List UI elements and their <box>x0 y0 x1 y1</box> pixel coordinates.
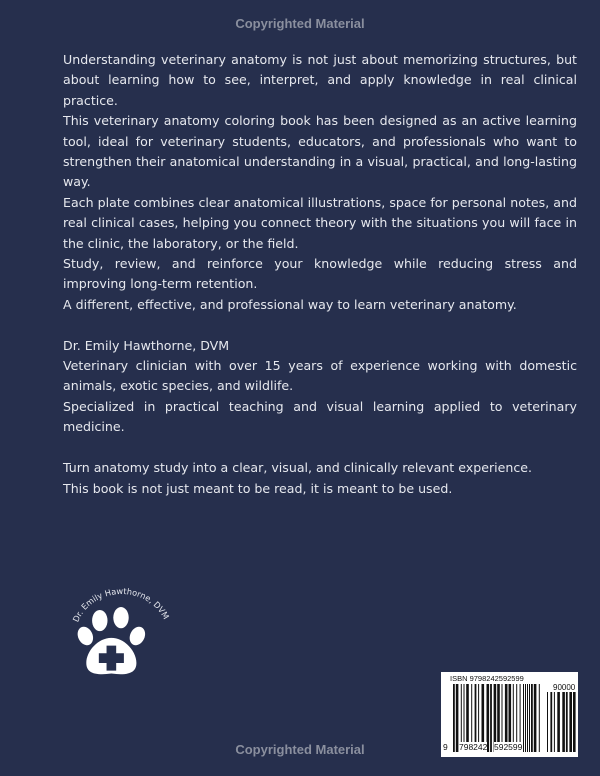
barcode-digits: 592599 <box>494 742 523 752</box>
paragraph: This veterinary anatomy coloring book has been designed as an active learning tool, ideal for veterinary students, educators, and professionals who want to strengthen their anatomical understanding in a visual, practical, and long-lasting way. <box>63 113 577 190</box>
barcode-digits: 798242 <box>459 742 488 752</box>
isbn-label: ISBN 9798242592599 <box>450 674 524 683</box>
author-bio: Veterinary clinician with over 15 years of experience working with domestic animals, exotic species, and wildlife. <box>63 358 577 394</box>
back-cover-text <box>63 50 577 499</box>
paragraph: Each plate combines clear anatomical illustrations, space for personal notes, and real clinical cases, helping you connect theory with the situations you will face in the clinic, the laboratory, or the field. <box>63 194 577 251</box>
barcode-digit: 9 <box>443 742 448 752</box>
paw-cross-icon <box>62 582 180 688</box>
logo-text: Dr. Emily Hawthorne, DVM <box>70 585 172 624</box>
watermark-bottom: Copyrighted Material <box>235 742 365 757</box>
paragraph: Study, review, and reinforce your knowledge while reducing stress and improving long-term retention. <box>63 256 577 292</box>
author-name: Dr. Emily Hawthorne, DVM <box>63 337 230 353</box>
price-code: 90000 <box>553 683 576 692</box>
closing-text: This book is not just meant to be read, it is meant to be used. <box>63 480 453 496</box>
paragraph: A different, effective, and professional way to learn veterinary anatomy. <box>63 296 517 312</box>
watermark-top: Copyrighted Material <box>235 16 365 31</box>
paragraph: Understanding veterinary anatomy is not just about memorizing structures, but about learning how to see, interpret, and apply knowledge in real clinical practice. <box>63 52 577 108</box>
author-bio: Specialized in practical teaching and visual learning applied to veterinary medicine. <box>63 398 577 435</box>
closing-text: Turn anatomy study into a clear, visual, and clinically relevant experience. <box>63 460 533 476</box>
